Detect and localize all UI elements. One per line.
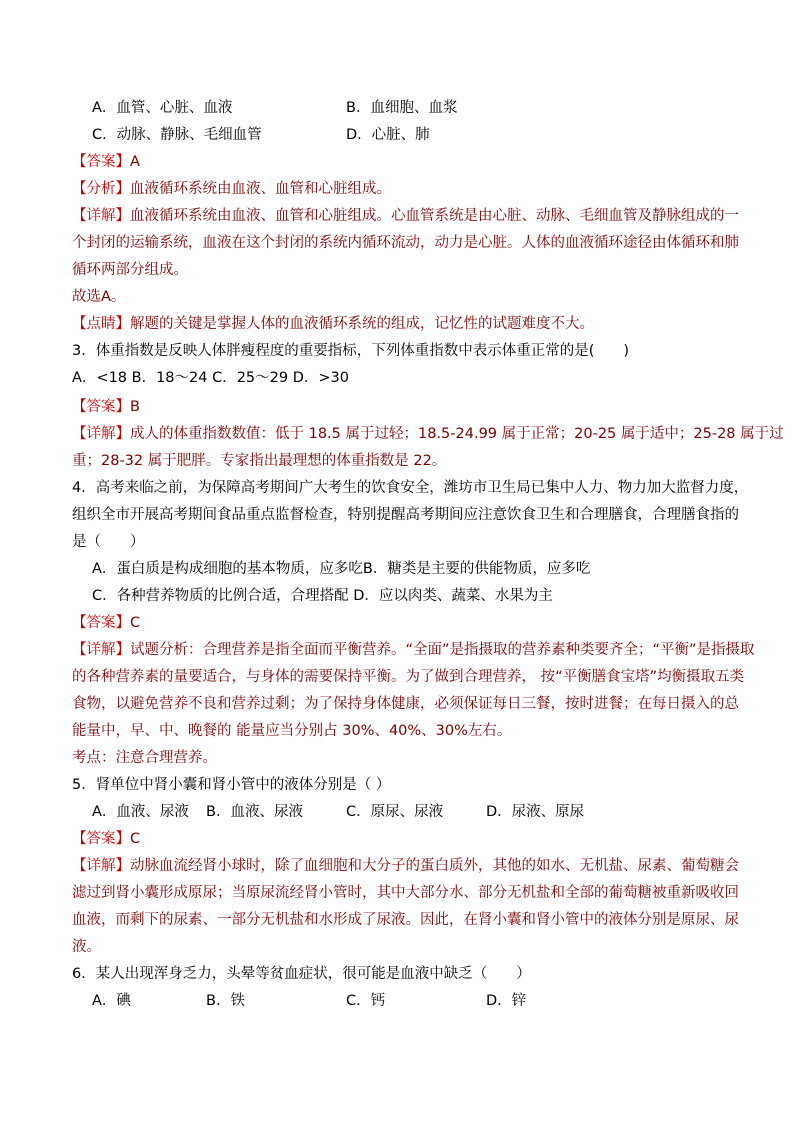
answer-tag: 【答案】 xyxy=(72,831,130,847)
detail-tag: 【详解】 xyxy=(72,642,130,658)
answer-tag: 【答案】 xyxy=(72,615,130,631)
q2-detail-line-1 xyxy=(72,206,739,226)
q3-options: A．<18 B．18～24 C．25～29 D．>30 xyxy=(72,370,349,386)
detail-tag: 【详解】 xyxy=(72,208,130,224)
q6-stem: 6．某人出现浑身乏力，头晕等贫血症状，很可能是血液中缺乏（ ） xyxy=(72,966,531,982)
q3-stem: 3．体重指数是反映人体胖瘦程度的重要指标，下列体重指数中表示体重正常的是( ) xyxy=(72,343,630,359)
q2-analysis xyxy=(72,179,391,199)
analysis-tag: 【分析】 xyxy=(72,181,130,197)
detail-text: 动脉血流经肾小球时，除了血细胞和大分子的蛋白质外，其他的如水、无机盐、尿素、葡萄糖会 xyxy=(130,858,739,874)
answer-value: C xyxy=(130,831,141,847)
q2-option-b: B．血细胞、血浆 xyxy=(346,100,458,116)
q3-detail-line-1 xyxy=(72,424,784,444)
q6-option-a: A．碘 xyxy=(92,993,131,1009)
answer-value: B xyxy=(130,399,140,415)
q5-answer xyxy=(72,829,140,849)
q5-option-b: B．血液、尿液 xyxy=(206,804,303,820)
analysis-text: 血液循环系统由血液、血管和心脏组成。 xyxy=(130,181,391,197)
detail-tag: 【详解】 xyxy=(72,426,130,442)
q2-conclusion: 故选A。 xyxy=(72,289,126,305)
detail-tag: 【详解】 xyxy=(72,858,130,874)
q2-option-a: A．血管、心脏、血液 xyxy=(92,100,233,116)
q4-detail-line-4: 能量中，早、中、晚餐的 能量应当分别占 30%、40%、30%左右。 xyxy=(72,723,512,739)
q4-stem-line-2: 组织全市开展高考期间食品重点监督检查，特别提醒高考期间应注意饮食卫生和合理膳食，合理膳食指的 xyxy=(72,507,739,523)
q3-detail-line-2: 重；28-32 属于肥胖。专家指出最理想的体重指数是 22。 xyxy=(72,453,447,469)
q4-stem-line-1: 4．高考来临之前，为保障高考期间广大考生的饮食安全，潍坊市卫生局已集中人力、物力加大监督力度， xyxy=(72,480,749,496)
q5-option-d: D．尿液、原尿 xyxy=(486,804,585,820)
answer-value: C xyxy=(130,615,141,631)
q2-detail-line-3: 循环两部分组成。 xyxy=(72,262,188,278)
q5-option-a: A．血液、尿液 xyxy=(92,804,189,820)
q5-stem: 5．肾单位中肾小囊和肾小管中的液体分别是（ ） xyxy=(72,777,391,793)
q6-option-d: D．锌 xyxy=(486,993,527,1009)
q2-detail-line-2: 个封闭的运输系统，血液在这个封闭的系统内循环流动，动力是心脏。人体的血液循环途径由体循环和肺 xyxy=(72,235,739,251)
q4-options-line-1: A．蛋白质是构成细胞的基本物质，应多吃B．糖类是主要的供能物质，应多吃 xyxy=(92,561,591,577)
comment-tag: 【点睛】 xyxy=(72,316,130,332)
q4-options-line-2: C．各种营养物质的比例合适，合理搭配 D．应以肉类、蔬菜、水果为主 xyxy=(92,588,553,604)
q5-option-c: C．原尿、尿液 xyxy=(346,804,444,820)
answer-tag: 【答案】 xyxy=(72,154,130,170)
q2-option-c: C．动脉、静脉、毛细血管 xyxy=(92,127,262,143)
detail-text: 成人的体重指数数值：低于 18.5 属于过轻；18.5-24.99 属于正常；20-25 属于适中；25-28 属于过 xyxy=(130,426,784,442)
answer-tag: 【答案】 xyxy=(72,399,130,415)
q4-detail-line-2: 的各种营养素的量要适合，与身体的需要保持平衡。为了做到合理营养， 按“平衡膳食宝塔”均衡摄取五类 xyxy=(72,669,745,685)
q2-comment xyxy=(72,314,594,334)
q4-kaodian: 考点：注意合理营养。 xyxy=(72,750,217,766)
q2-answer xyxy=(72,152,140,172)
q4-detail-line-3: 食物，以避免营养不良和营养过剩；为了保持身体健康，必须保证每日三餐，按时进餐；在每日摄入的总 xyxy=(72,696,739,712)
q2-option-d: D．心脏、肺 xyxy=(346,127,430,143)
q4-stem-line-3: 是（ ） xyxy=(72,534,145,550)
comment-text: 解题的关键是掌握人体的血液循环系统的组成，记忆性的试题难度不大。 xyxy=(130,316,594,332)
q5-detail-line-2: 滤过到肾小囊形成原尿；当原尿流经肾小管时，其中大部分水、部分无机盐和全部的葡萄糖被重新吸收回 xyxy=(72,885,739,901)
detail-text: 试题分析：合理营养是指全面而平衡营养。“全面”是指摄取的营养素种类要齐全；“平衡”是指摄取 xyxy=(130,642,755,658)
q6-option-b: B．铁 xyxy=(206,993,245,1009)
q4-answer xyxy=(72,613,140,633)
answer-value: A xyxy=(130,154,140,170)
detail-text: 血液循环系统由血液、血管和心脏组成。心血管系统是由心脏、动脉、毛细血管及静脉组成的一 xyxy=(130,208,739,224)
q5-detail-line-1 xyxy=(72,856,739,876)
q5-detail-line-3: 血液，而剩下的尿素、一部分无机盐和水形成了尿液。因此，在肾小囊和肾小管中的液体分别是原尿、尿 xyxy=(72,912,739,928)
q4-detail-line-1 xyxy=(72,640,755,660)
q3-answer xyxy=(72,397,140,417)
q6-option-c: C．钙 xyxy=(346,993,386,1009)
q5-detail-line-4: 液。 xyxy=(72,939,101,955)
